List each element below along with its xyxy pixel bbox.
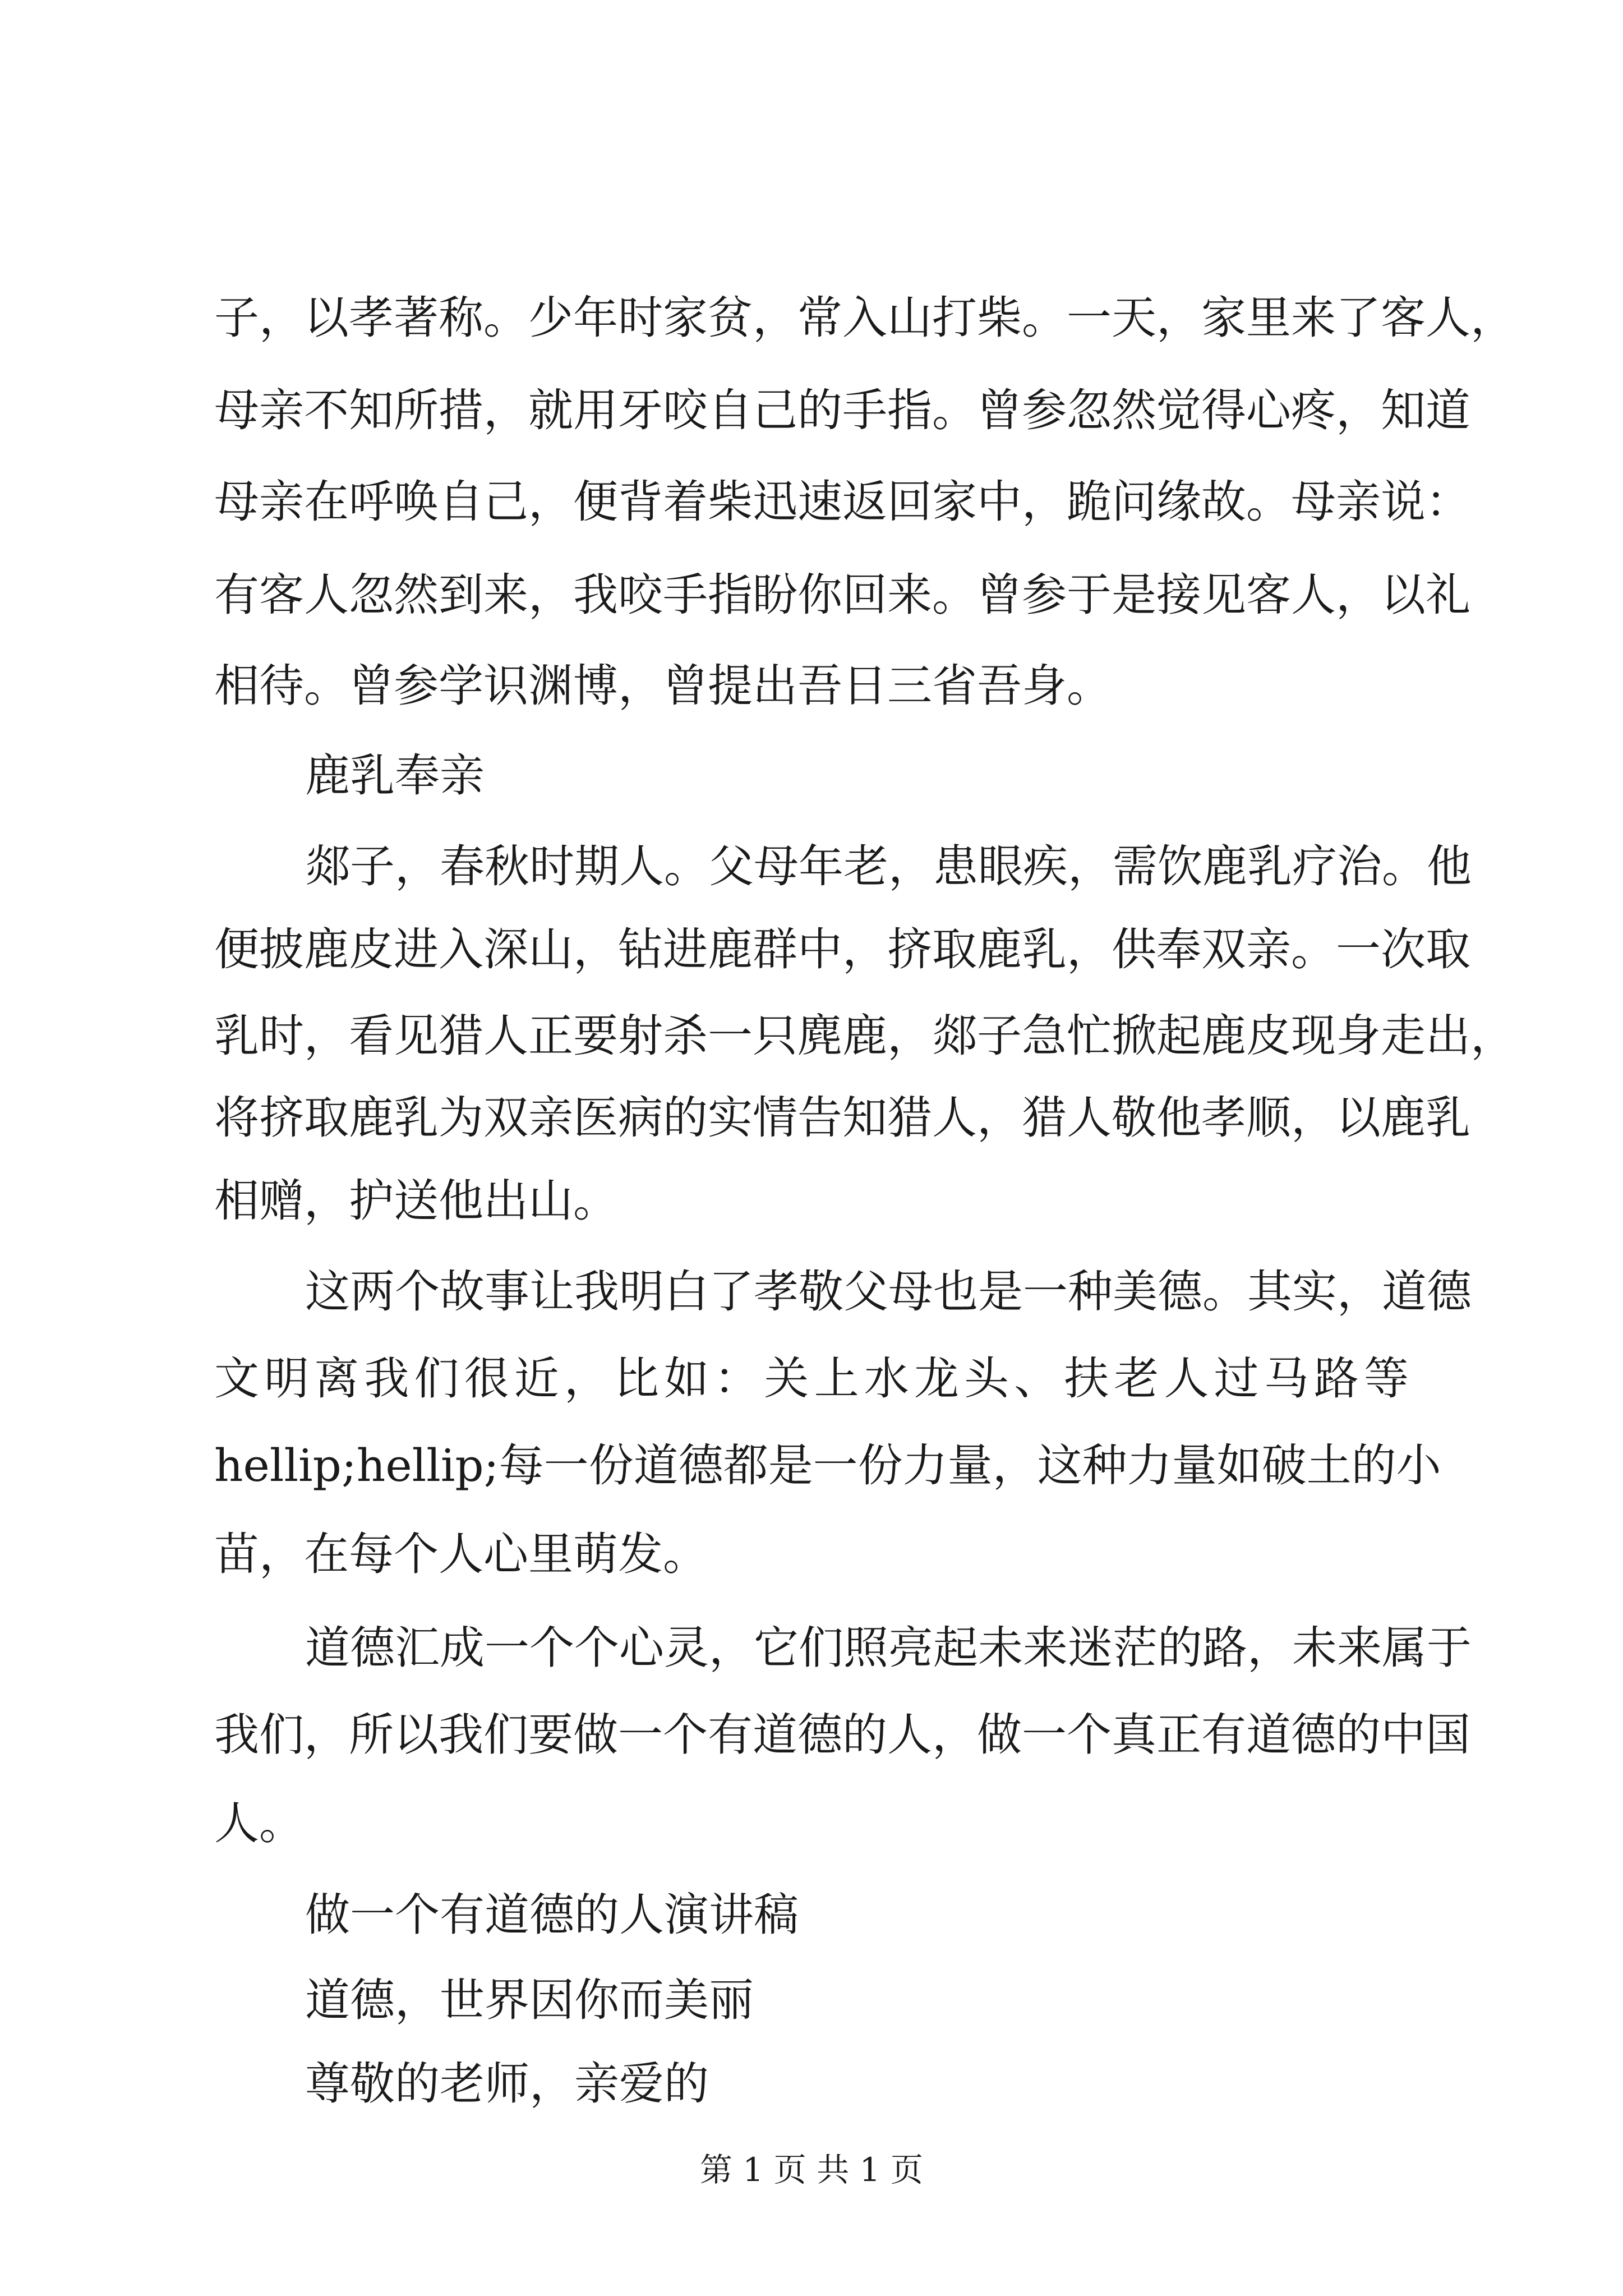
text-line: 道德，世界因你而美丽	[305, 1974, 754, 2026]
text-line: 尊敬的老师，亲爱的	[305, 2058, 709, 2110]
section-heading: 鹿乳奉亲	[305, 749, 485, 802]
text-line: 相待。曾参学识渊博，曾提出吾日三省吾身。	[214, 660, 1112, 712]
text-line: 相赠，护送他出山。	[214, 1175, 618, 1227]
page-footer: 第 1 页 共 1 页	[700, 2151, 923, 2189]
text-line: 郯子，春秋时期人。父母年老，患眼疾，需饮鹿乳疗治。他	[305, 840, 1472, 892]
text-line: 我们，所以我们要做一个有道德的人，做一个真正有道德的中国	[214, 1709, 1470, 1761]
section-heading: 做一个有道德的人演讲稿	[305, 1889, 799, 1941]
text-line: 便披鹿皮进入深山，钻进鹿群中，挤取鹿乳，供奉双亲。一次取	[214, 923, 1470, 976]
text-line: 乳时，看见猎人正要射杀一只麂鹿，郯子急忙掀起鹿皮现身走出，	[214, 1010, 1515, 1062]
text-line: 人。	[214, 1797, 304, 1849]
text-line: 苗，在每个人心里萌发。	[214, 1528, 708, 1580]
text-line: 道德汇成一个个心灵，它们照亮起未来迷茫的路，未来属于	[305, 1622, 1472, 1674]
text-line: hellip;hellip;每一份道德都是一份力量，这种力量如破土的小	[214, 1439, 1441, 1492]
text-line: 子，以孝著称。少年时家贫，常入山打柴。一天，家里来了客人，	[214, 292, 1515, 344]
text-line: 将挤取鹿乳为双亲医病的实情告知猎人，猎人敬他孝顺，以鹿乳	[214, 1092, 1470, 1144]
text-line: 母亲在呼唤自己，便背着柴迅速返回家中，跪问缘故。母亲说：	[214, 476, 1470, 528]
text-line: 有客人忽然到来，我咬手指盼你回来。曾参于是接见客人，以礼	[214, 569, 1470, 621]
text-line: 文明离我们很近，比如：关上水龙头、扶老人过马路等	[214, 1352, 1409, 1405]
text-line: 母亲不知所措，就用牙咬自己的手指。曾参忽然觉得心疼，知道	[214, 384, 1470, 436]
text-line: 这两个故事让我明白了孝敬父母也是一种美德。其实，道德	[305, 1266, 1472, 1318]
